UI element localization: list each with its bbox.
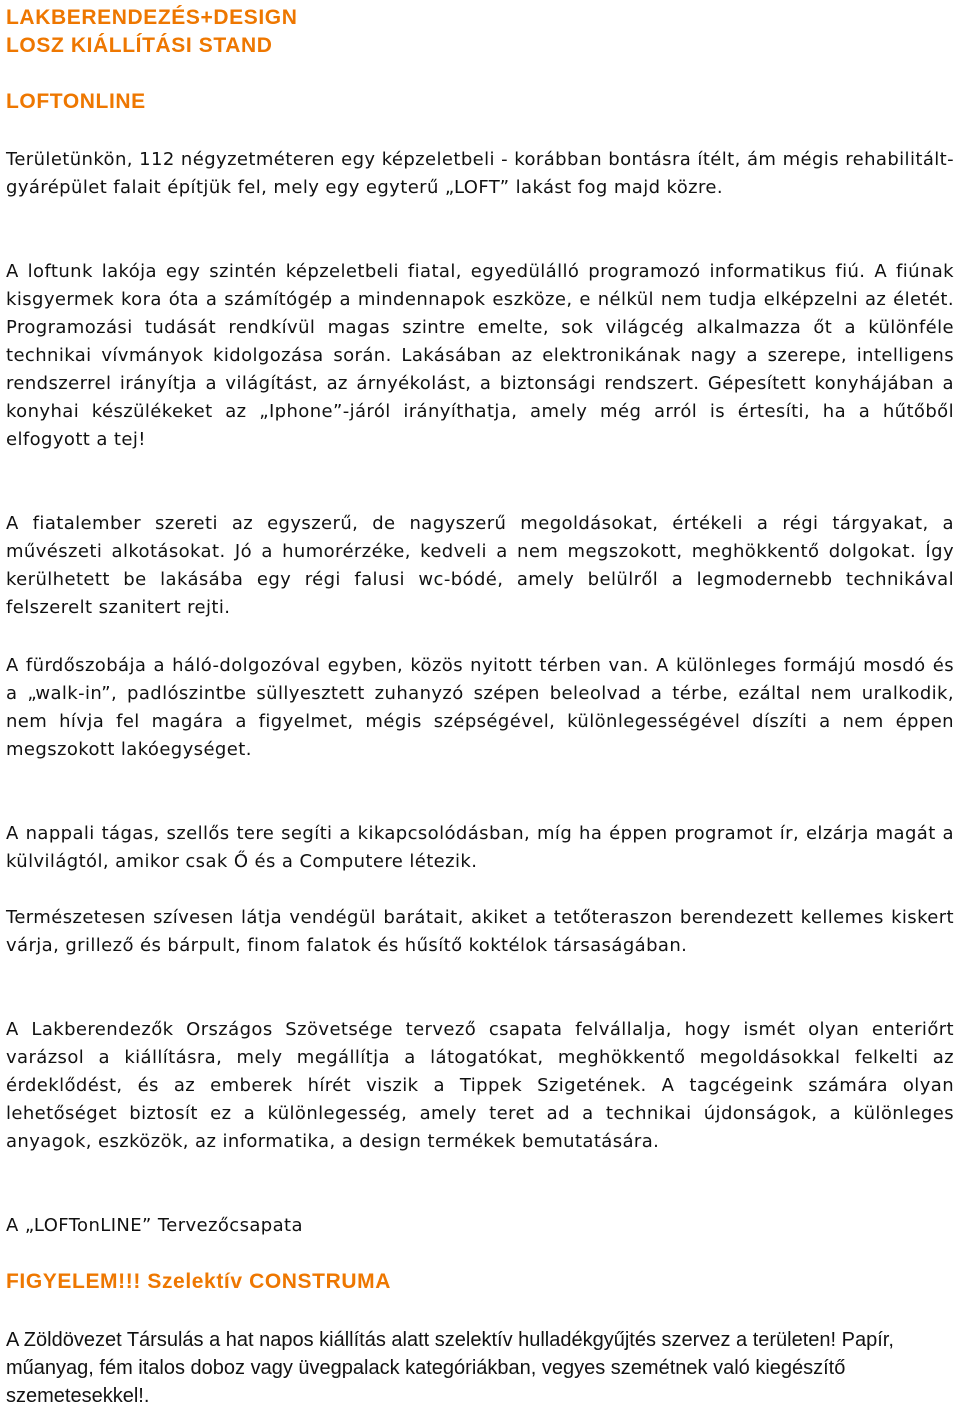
paragraph-bathroom: A fürdőszobája a háló-dolgozóval egyben, közös nyitott térben van. A különleges formájú mosdó és a „walk-in”, padlószintbe süllyesztett zuhanyzó szépen beleolvad a térbe, ezáltal nem uralkodik, nem hívja fel magára a figyelmet, mégis szépségével, különlegességével díszíti a nem éppen megszokott lakóegységet.	[6, 655, 954, 760]
paragraph-taste: A fiatalember szereti az egyszerű, de nagyszerű megoldásokat, értékeli a régi tárgyakat, a művészeti alkotásokat. Jó a humorérzéke, kedveli a nem megszokott, meghökkentő dolgokat. Így kerülhetett be lakásába egy régi falusi wc-bódé, amely belülről a legmodernebb technikával felszerelt szanitert rejti.	[6, 513, 954, 618]
paragraph-resident: A loftunk lakója egy szintén képzeletbeli fiatal, egyedülálló programozó informatikus fiú. A fiúnak kisgyermek kora óta a számítógép a mindennapok eszköze, e nélkül nem tudja elképzelni az életét. Programozási tudását rendkívül magas szintre emelte, sok világcég alkalmazza őt a különféle technikai vívmányok kidolgozása során. Lakásában az elektronikának nagy a szerepe, intelligens rendszerrel irányítja a világítást, az árnyékolást, a biztonsági rendszert. Gépesített konyhájában a konyhai készülékeket az „Iphone”-járól irányíthatja, amely még arról is értesíti, ha a hűtőből elfogyott a tej!	[6, 261, 954, 450]
paragraph-living-room: A nappali tágas, szellős tere segíti a kikapcsolódásban, míg ha éppen programot ír, elzárja magát a külvilágtól, amikor csak Ő és a Computere létezik.	[6, 823, 954, 872]
document-title	[6, 4, 297, 60]
document-subtitle: LOFTONLINE	[6, 90, 146, 113]
paragraph-intro: Területünkön, 112 négyzetméteren egy képzeletbeli - korábban bontásra ítélt, ám mégis rehabilitált- gyárépület falait építjük fel, mely egy egyterű „LOFT” lakást fog majd közre.	[6, 149, 954, 198]
paragraph-terrace: Természetesen szívesen látja vendégül barátait, akiket a tetőteraszon berendezett kellemes kiskert várja, grillező és bárpult, finom falatok és hűsítő koktélok társaságában.	[6, 907, 954, 956]
title-line-1: LAKBERENDEZÉS+DESIGN	[6, 6, 298, 29]
paragraph-association: A Lakberendezők Országos Szövetsége tervező csapata felvállalja, hogy ismét olyan enteriőrt varázsol a kiállításra, mely megállítja a látogatókat, meghökkentő megoldásokkal felkelti az érdeklődést, és az emberek hírét viszik a Tippek Szigetének. A tagcégeink számára olyan lehetőséget biztosít ez a különlegesség, amely teret ad a technikai újdonságok, a különleges anyagok, eszközök, az informatika, a design termékek bemutatására.	[6, 1019, 954, 1152]
title-line-2: LOSZ KIÁLLÍTÁSI STAND	[6, 34, 273, 57]
paragraph-closing: A Zöldövezet Társulás a hat napos kiállítás alatt szelektív hulladékgyűjtés szervez a területen! Papír, műanyag, fém italos doboz vagy üvegpalack kategóriákban, vegyes szemétnek való kiegészítő szemetesekkel!.	[6, 1329, 894, 1407]
warning-heading: FIGYELEM!!! Szelektív CONSTRUMA	[6, 1270, 391, 1293]
paragraph-signature: A „LOFTonLINE” Tervezőcsapata	[6, 1215, 303, 1236]
